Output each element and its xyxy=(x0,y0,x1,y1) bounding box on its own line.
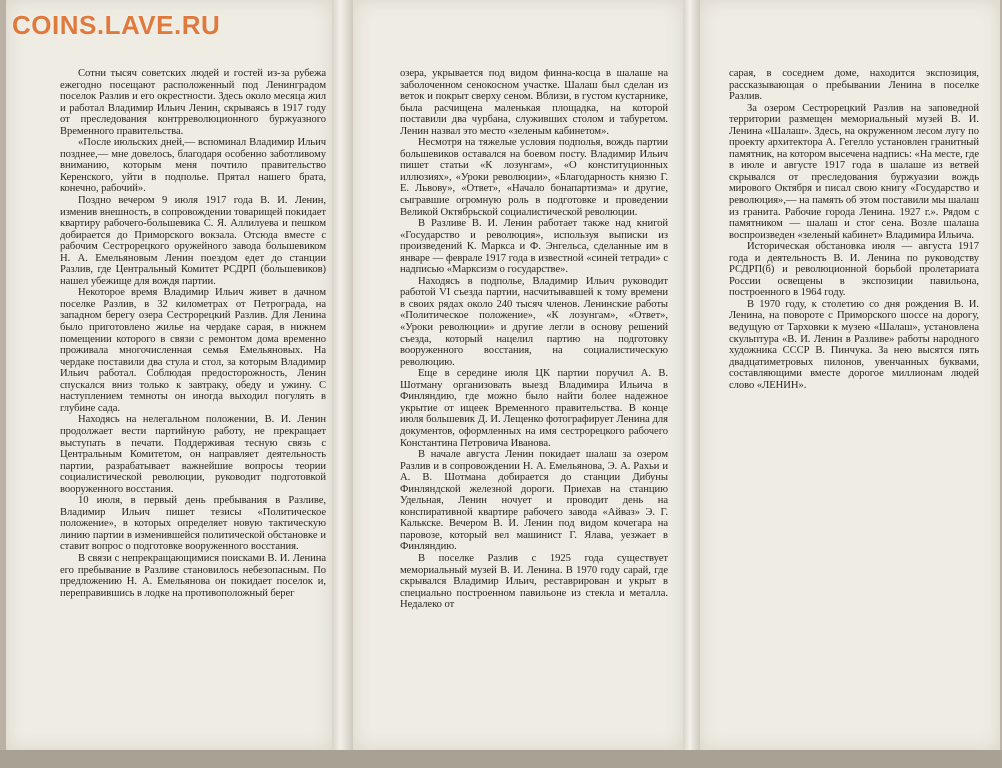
paragraph: Еще в середине июля ЦК партии поручил А. В. Шотману организовать выезд Владимира Ильича в Финляндию, где можно было найти более надежное укрытие от ищеек Временного правительства. В конце июля большевик Д. И. Лещенко фотографирует Ленина для документов, оформленных на имя сестрорецкого рабочего Константина Петровича Иванова. xyxy=(400,368,668,449)
paragraph: Поздно вечером 9 июля 1917 года В. И. Ленин, изменив внешность, в сопровождении товарищей покидает квартиру рабочего-большевика С. Я. Аллилуева и пешком добирается до Приморского вокзала. Отсюда вместе с рабочим Сестрорецкого оружейного завода большевиком Н. А. Емельяновым Ленин поездом едет до станции Разлив, где Центральный Комитет РСДРП (большевиков) нашел убежище для вождя партии. xyxy=(60,195,326,287)
paragraph: озера, укрывается под видом финна-косца в шалаше на заболоченном сенокосном участке. Шалаш был сделан из веток и покрыт сверху сеном. Вблизи, в густом кустарнике, была расчищена маленькая площадка, на которой поставили два чурбана, служивших столом и табуретом. Ленин назвал это место «зеленым кабинетом». xyxy=(400,68,668,137)
paragraph: В Разливе В. И. Ленин работает также над книгой «Государство и революция», используя выписки из произведений К. Маркса и Ф. Энгельса, сделанные им в январе — феврале 1917 года в известной «синей тетради» с надписью «Марксизм о государстве». xyxy=(400,218,668,276)
text-column-1 xyxy=(60,68,326,599)
paragraph: 10 июля, в первый день пребывания в Разливе, Владимир Ильич пишет тезисы «Политическое положение», в которых определяет новую тактическую линию партии в изменившейся политической обстановке и ставит вопрос о подготовке вооруженного восстания. xyxy=(60,495,326,553)
text-column-2 xyxy=(400,68,668,611)
paragraph: Находясь в подполье, Владимир Ильич руководит работой VI съезда партии, насчитывавшей к тому времени в своих рядах около 240 тысяч членов. Ленинские работы «Политическое положение», «К лозунгам», «Ответ», «Уроки революции» и другие легли в основу решений съезда, который нацелил партию на подготовку вооруженного восстания, на социалистическую революцию. xyxy=(400,275,668,368)
site-watermark: COINS.LAVE.RU xyxy=(12,10,221,40)
paragraph: Некоторое время Владимир Ильич живет в дачном поселке Разлив, в 32 километрах от Петрограда, на западном берегу озера Сестрорецкий Разлив. Для Ленина было приготовлено жилье на чердаке сарая, в нижнем помещении которого в связи с ремонтом дома временно проживала многочисленная семья Емельяновых. На чердаке поставили два стула и стол, за которым Владимир Ильич работал. Соблюдая предосторожность, Ленин спускался вниз только к завтраку, обеду и ужину. С наступлением темноты он иногда выходил погулять в глубине сада. xyxy=(60,287,326,414)
paragraph: В 1970 году, к столетию со дня рождения В. И. Ленина, на повороте с Приморского шоссе на дорогу, ведущую от Тарховки к музею «Шалаш», установлена скульптура «В. И. Ленин в Разливе» работы народного художника СССР В. Пинчука. За нею высятся пять двадцатиметровых пилонов, увенчанных буквами, составляющими вместе дорогое миллионам людей слово «ЛЕНИН». xyxy=(729,298,979,391)
paragraph: В связи с непрекращающимися поисками В. И. Ленина его пребывание в Разливе становилось небезопасным. По предложению Н. А. Емельянова он покидает поселок и, переправившись в лодке на противоположный берег xyxy=(60,552,326,599)
paragraph: За озером Сестрорецкий Разлив на заповедной территории размещен мемориальный музей В. И. Ленина «Шалаш». Здесь, на окруженном лесом лугу по проекту архитектора А. Гегелло установлен гранитный памятник, на котором высечена надпись: «На месте, где в июле и августе 1917 года в шалаше из ветвей скрывался от преследования буржуазии вождь мирового Октября и писал свою книгу «Государство и революция»,— на память об этом поставили мы шалаш из гранита. Рабочие города Ленина. 1927 г.». Рядом с памятником — шалаш и стог сена. Возле шалаша воспроизведен «зеленый кабинет» Владимира Ильича. xyxy=(729,102,979,241)
scan-bottom-edge xyxy=(0,750,1002,768)
text-column-3 xyxy=(729,68,979,391)
paragraph: Сотни тысяч советских людей и гостей из-за рубежа ежегодно посещают расположенный под Ленинградом поселок Разлив и его окрестности. Здесь около месяца жил и работал Владимир Ильич Ленин, скрываясь в 1917 году от преследования контрреволюционного буржуазного Временного правительства. xyxy=(60,68,326,137)
paragraph: Несмотря на тяжелые условия подполья, вождь партии большевиков оставался на боевом посту. Владимир Ильич пишет статьи «К лозунгам», «О конституционных иллюзиях», «Уроки революции», «Благодарность князю Г. Е. Львову», «Ответ», «Начало бонапартизма» и другие, сыгравшие огромную роль в подготовке и проведении Великой Октябрьской социалистической революции. xyxy=(400,137,668,218)
paragraph: «После июльских дней,— вспоминал Владимир Ильич позднее,— мне довелось, благодаря особенно заботливому вниманию, которым меня почтило правительство Керенского, уйти в подполье. Прятал нашего брата, конечно, рабочий». xyxy=(60,137,326,195)
paragraph: Находясь на нелегальном положении, В. И. Ленин продолжает вести партийную работу, не прекращает выступать в печати. Поддерживая тесную связь с Центральным Комитетом, он направляет деятельность партии, разрабатывает важнейшие вопросы теории социалистической революции, руководит подготовкой вооруженного восстания. xyxy=(60,414,326,495)
fold-crease xyxy=(332,0,353,750)
fold-crease xyxy=(683,0,700,750)
paragraph: В начале августа Ленин покидает шалаш за озером Разлив и в сопровождении Н. А. Емельянова, Э. А. Рахьи и А. В. Шотмана добирается до станции Дибуны Финляндской железной дороги. Приехав на станцию Удельная, Ленин ночует и проводит день на конспиративной квартире рабочего завода «Айваз» Э. Г. Калькске. Вечером В. И. Ленин под видом кочегара на паровозе, который вел машинист Г. Ялава, уезжает в Финляндию. xyxy=(400,449,668,553)
paragraph: сарая, в соседнем доме, находится экспозиция, рассказывающая о пребывании Ленина в поселке Разлив. xyxy=(729,68,979,103)
paragraph: Историческая обстановка июля — августа 1917 года и деятельность В. И. Ленина по руководству РСДРП(б) и революционной борьбой пролетариата России освещены в экспозиции павильона, построенного в 1964 году. xyxy=(729,241,979,299)
paragraph: В поселке Разлив с 1925 года существует мемориальный музей В. И. Ленина. В 1970 году сарай, где скрывался Владимир Ильич, реставрирован и укрыт в специально построенном павильоне из стекла и металла. Недалеко от xyxy=(400,552,668,611)
